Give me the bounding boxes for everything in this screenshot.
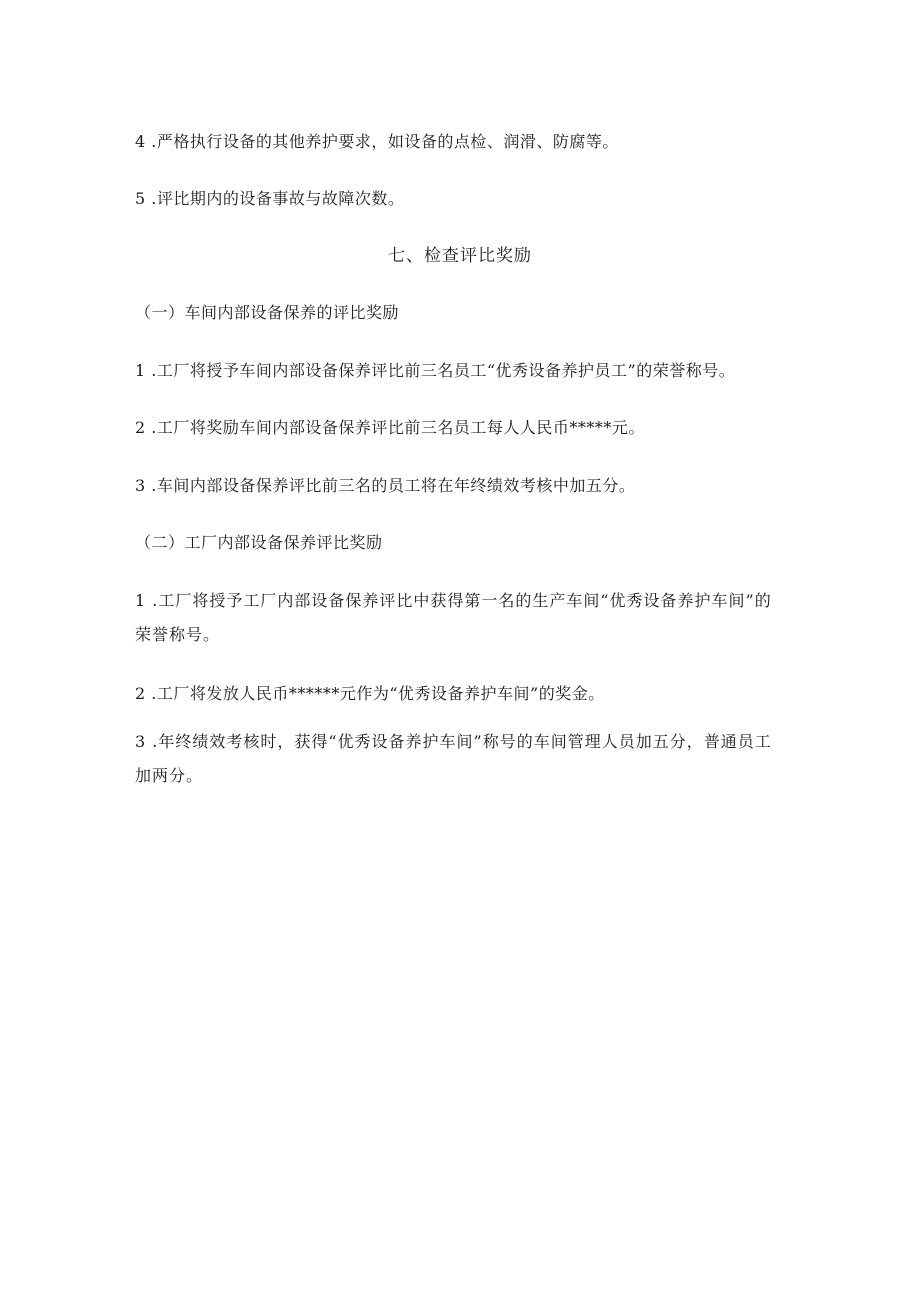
section-heading: 七、检查评比奖励	[388, 246, 532, 266]
list-item: 2 .工厂将发放人民币******元作为“优秀设备养护车间”的奖金。	[135, 684, 605, 703]
subsection-title: （一）车间内部设备保养的评比奖励	[135, 303, 400, 322]
subsection-title: （二）工厂内部设备保养评比奖励	[135, 533, 383, 552]
list-item: 2 .工厂将奖励车间内部设备保养评比前三名员工每人人民币*****元。	[135, 418, 645, 437]
list-item: 1 .工厂将授予车间内部设备保养评比前三名员工“优秀设备养护员工”的荣誉称号。	[135, 361, 736, 380]
list-item: 3 .年终绩效考核时，获得“优秀设备养护车间”称号的车间管理人员加五分，普通员工加两分。	[135, 732, 772, 785]
list-item: 5 .评比期内的设备事故与故障次数。	[135, 189, 405, 208]
list-item: 1 .工厂将授予工厂内部设备保养评比中获得第一名的生产车间“优秀设备养护车间”的荣誉称号。	[135, 591, 772, 644]
list-item: 4 .严格执行设备的其他养护要求，如设备的点检、润滑、防腐等。	[135, 132, 619, 151]
list-item: 3 .车间内部设备保养评比前三名的员工将在年终绩效考核中加五分。	[135, 476, 636, 495]
